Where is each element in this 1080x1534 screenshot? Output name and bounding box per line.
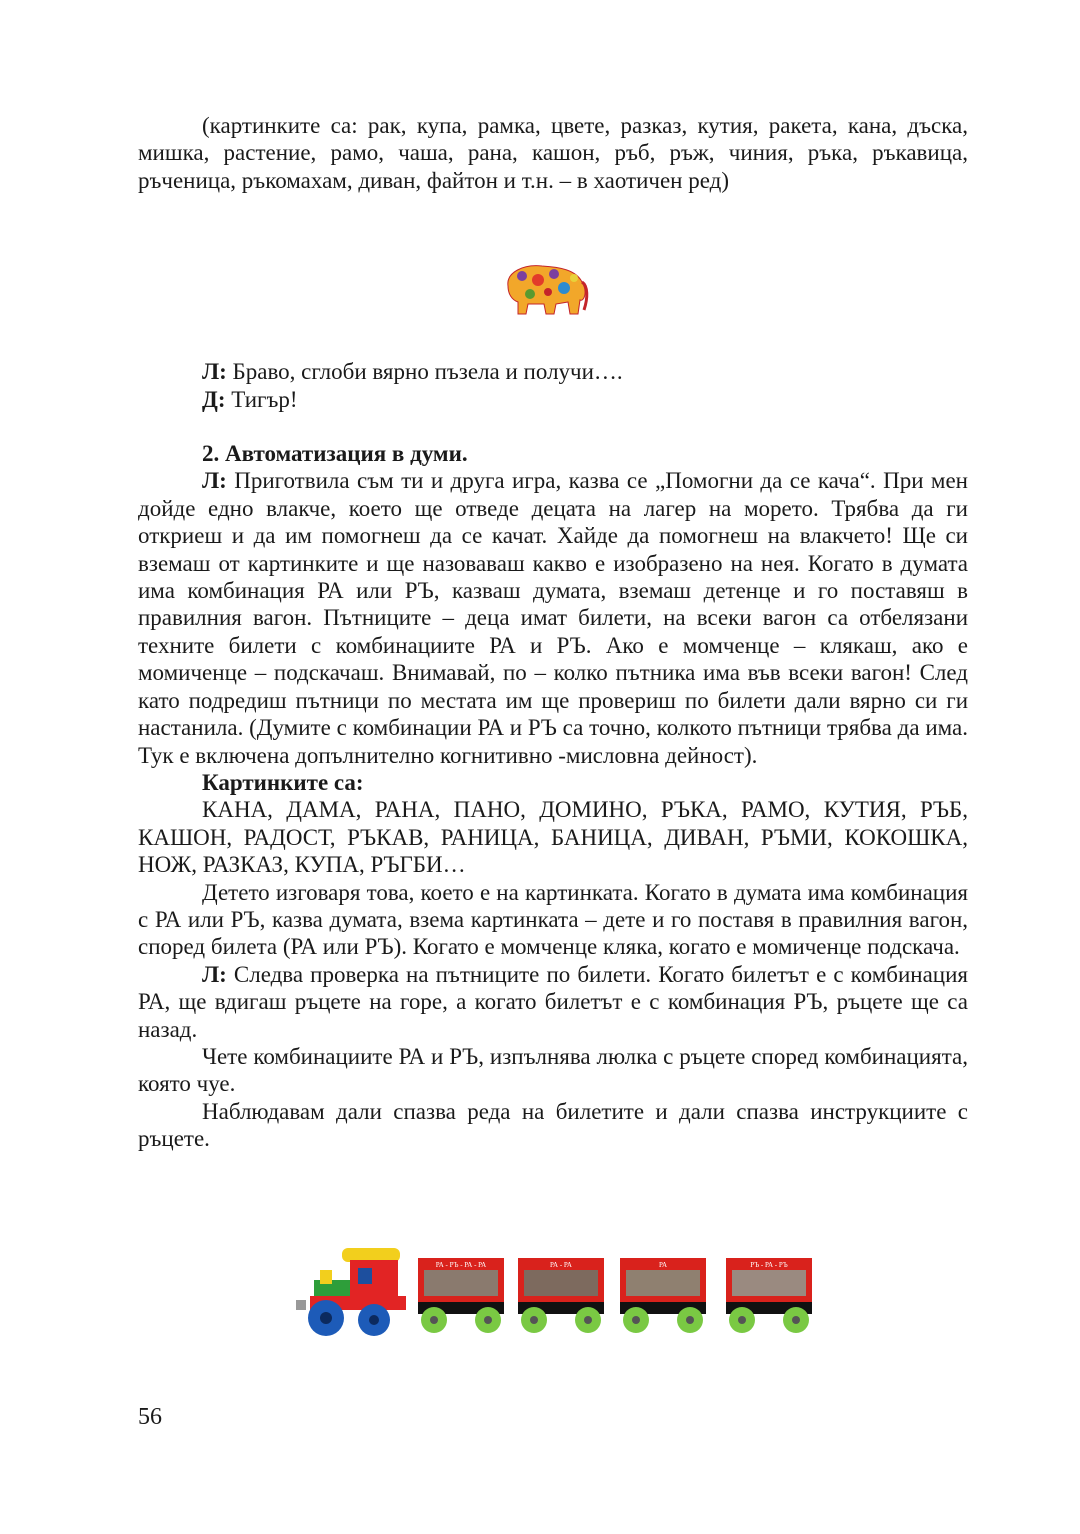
child-action-paragraph: Детето изговаря това, което е на картинката. Когато в думата има комбинация с РА или РЪ, казва думата, взема картинката – дете и го поставя в правилния вагон, според билета (РА или РЪ). Когато е момченце кляка, когато е момиченце подскача. xyxy=(138,879,968,960)
wagon xyxy=(620,1258,706,1333)
speaker-label: Л: xyxy=(202,468,227,494)
ticket-label: РА - РА xyxy=(550,1261,572,1269)
ticket-label: РА - РЪ - РА - РА xyxy=(435,1261,487,1269)
train-image xyxy=(290,1240,830,1350)
speaker-label: Д: xyxy=(202,386,226,412)
dialogue-d1: Д: Тигър! xyxy=(202,386,298,412)
pictures-heading: Картинките са: xyxy=(202,769,364,795)
wagon xyxy=(418,1258,504,1333)
dialogue-l2: Л: Приготвила съм ти и друга игра, казва се „Помогни да се кача“. При мен дойде едно влакче, което ще отведе децата на лагер на морето. Трябва да ги откриеш и да им помогнеш да се качат. Хайде да помогнеш на влакчето! Ще си вземаш от картинките и ще назоваваш какво е изобразено на нея. Когато в думата има комбинация РА или РЪ, казваш думата, вземаш детенце и го поставяш в правилния вагон. Пътниците – деца имат билети, на всеки вагон са отбелязани техните билети с комбинациите РА и РЪ. Ако е момченце – клякаш, ако е момиченце – подскачаш. Внимавай, по – колко пътника има във всеки вагон! След като подредиш пътници по местата им ще провериш по билети дали вярно си ги настанила. (Думите с комбинации РА и РЪ са точно, колкото пътници трябва да има. Тук е включена допълнително когнитивно -мисловна дейност). xyxy=(138,468,968,768)
pictures-paragraph: (картинките са: рак, купа, рамка, цвете, разказ, кутия, ракета, кана, дъска, мишка, растение, рамо, чаша, рана, кашон, ръб, ръж, чиния, ръка, ръкавица, ръченица, ръкомахам, диван, файтон и т.н. – в хаотичен ред) xyxy=(138,113,968,193)
dialogue-l3: Л: Следва проверка на пътниците по билети. Когато билетът е с комбинация РА, ще вдигаш ръцете на горе, а когато билетът е с комбинация РЪ, ръцете ще са назад. xyxy=(138,961,968,1042)
observe-paragraph: Наблюдавам дали спазва реда на билетите и дали спазва инструкциите с ръцете. xyxy=(138,1098,968,1152)
page-number: 56 xyxy=(138,1404,162,1430)
speaker-label: Л: xyxy=(202,359,227,385)
locomotive xyxy=(296,1248,406,1336)
pictures-list: КАНА, ДАМА, РАНА, ПАНО, ДОМИНО, РЪКА, РАМО, КУТИЯ, РЪБ, КАШОН, РАДОСТ, РЪКАВ, РАНИЦА, БАНИЦА, ДИВАН, РЪМИ, КОКОШКА, НОЖ, РАЗКАЗ, КУПА, РЪГБИ… xyxy=(138,797,968,878)
ticket-label: РЪ - РА - РЪ xyxy=(750,1261,788,1269)
reads-paragraph: Чете комбинациите РА и РЪ, изпълнява люлка с ръцете според комбинацията, която чуе. xyxy=(138,1043,968,1097)
wagon xyxy=(726,1258,812,1333)
wagon xyxy=(518,1258,604,1333)
ticket-label: РА xyxy=(658,1261,668,1269)
section-heading: 2. Автоматизация в думи. xyxy=(202,441,468,467)
dialogue-l1: Л: Браво, сглоби вярно пъзела и получи…. xyxy=(202,359,623,385)
elephant-puzzle-image xyxy=(498,258,590,318)
speaker-label: Л: xyxy=(202,961,227,987)
